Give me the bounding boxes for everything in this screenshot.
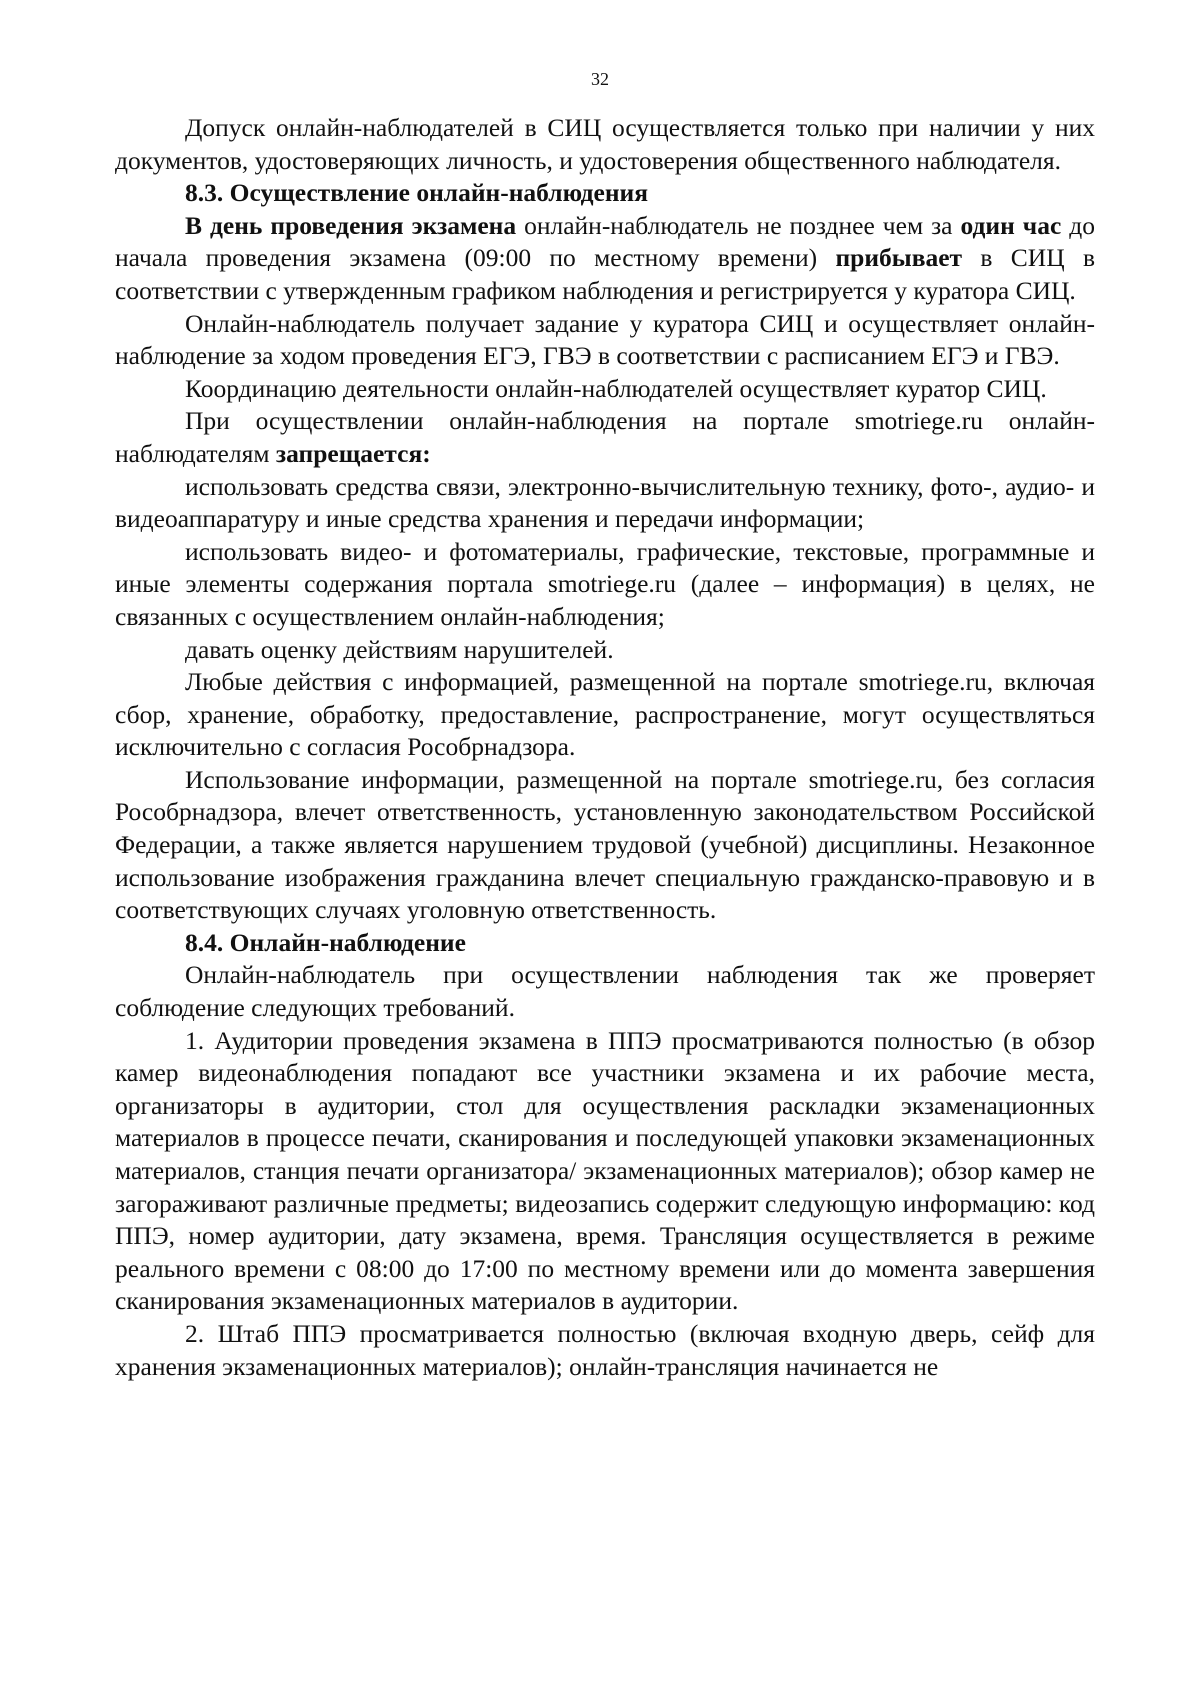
paragraph-exam-day-arrival — [115, 210, 1095, 308]
page-number: 32 — [591, 69, 609, 89]
paragraph-coordination: Координацию деятельности онлайн-наблюдателей осуществляет куратор СИЦ. — [185, 373, 1047, 403]
bold-text-prohibited: запрещается: — [275, 438, 431, 468]
paragraph-liability: Использование информации, размещенной на портале smotriege.ru, без согласия Рособрнадзора, влечет ответственность, установленную законодательством Российской Федерации, а также является нарушением трудовой (учебной) дисциплины. Незаконное использование изображения гражданина влечет специальную гражданско-правовую и в соответствующих случаях уголовную ответственность. — [115, 764, 1095, 925]
paragraph-prohibition-evaluation: давать оценку действиям нарушителей. — [185, 634, 614, 664]
bold-text-exam-day: В день проведения экзамена — [185, 210, 517, 240]
paragraph-requirements-intro: Онлайн-наблюдатель при осуществлении наблюдения так же проверяет соблюдение следующих требований. — [115, 960, 1095, 1023]
paragraph-prohibition-devices: использовать средства связи, электронно-вычислительную технику, фото-, аудио- и видеоаппаратуру и иные средства хранения и передачи информации; — [115, 471, 1095, 534]
paragraph-text: до начала проведения экзамена (09:00 по местному времени) — [115, 210, 1095, 273]
document-body — [115, 112, 1095, 1383]
bold-text-one-hour: один час — [960, 210, 1062, 240]
paragraph-text: онлайн-наблюдатель не позднее чем за — [516, 210, 961, 240]
paragraph-observer-admission: Допуск онлайн-наблюдателей в СИЦ осуществляется только при наличии у них документов, удостоверяющих личность, и удостоверения общественного наблюдателя. — [115, 113, 1095, 175]
paragraph-observer-task: Онлайн-наблюдатель получает задание у куратора СИЦ и осуществляет онлайн-наблюдение за ходом проведения ЕГЭ, ГВЭ в соответствии с расписанием ЕГЭ и ГВЭ. — [115, 308, 1095, 371]
paragraph-text: При осуществлении онлайн-наблюдения на портале smotriege.ru онлайн-наблюдателям — [115, 406, 1095, 468]
paragraph-text: в СИЦ в соответствии с утвержденным графиком наблюдения и регистрируется у куратора СИЦ. — [115, 243, 1095, 305]
paragraph-requirement-1: 1. Аудитории проведения экзамена в ППЭ просматриваются полностью (в обзор камер видеонаблюдения попадают все участники экзамена и их рабочие места, организаторы в аудитории, стол для осуществления раскладки экзаменационных материалов в процессе печати, сканирования и последующей упаковки экзаменационных материалов, станция печати организатора/ экзаменационных материалов); обзор камер не загораживают различные предметы; видеозапись содержит следующую информацию: код ППЭ, номер аудитории, дату экзамена, время. Трансляция осуществляется в режиме реального времени с 08:00 до 17:00 по местному времени или до момента завершения сканирования экзаменационных материалов в аудитории. — [115, 1025, 1095, 1316]
section-heading-8-3: 8.3. Осуществление онлайн-наблюдения — [185, 178, 648, 208]
paragraph-prohibition-materials: использовать видео- и фотоматериалы, графические, текстовые, программные и иные элементы содержания портала smotriege.ru (далее – информация) в целях, не связанных с осуществлением онлайн-наблюдения; — [115, 536, 1095, 631]
paragraph-requirement-2: 2. Штаб ППЭ просматривается полностью (включая входную дверь, сейф для хранения экзаменационных материалов); онлайн-трансляция начинается не — [115, 1318, 1095, 1381]
paragraph-prohibitions-intro — [115, 405, 1095, 470]
bold-text-arrives: прибывает — [835, 243, 963, 273]
section-heading-8-4: 8.4. Онлайн-наблюдение — [185, 927, 466, 957]
paragraph-information-actions: Любые действия с информацией, размещенной на портале smotriege.ru, включая сбор, хранение, обработку, предоставление, распространение, могут осуществляться исключительно с согласия Рособрнадзора. — [115, 667, 1095, 762]
